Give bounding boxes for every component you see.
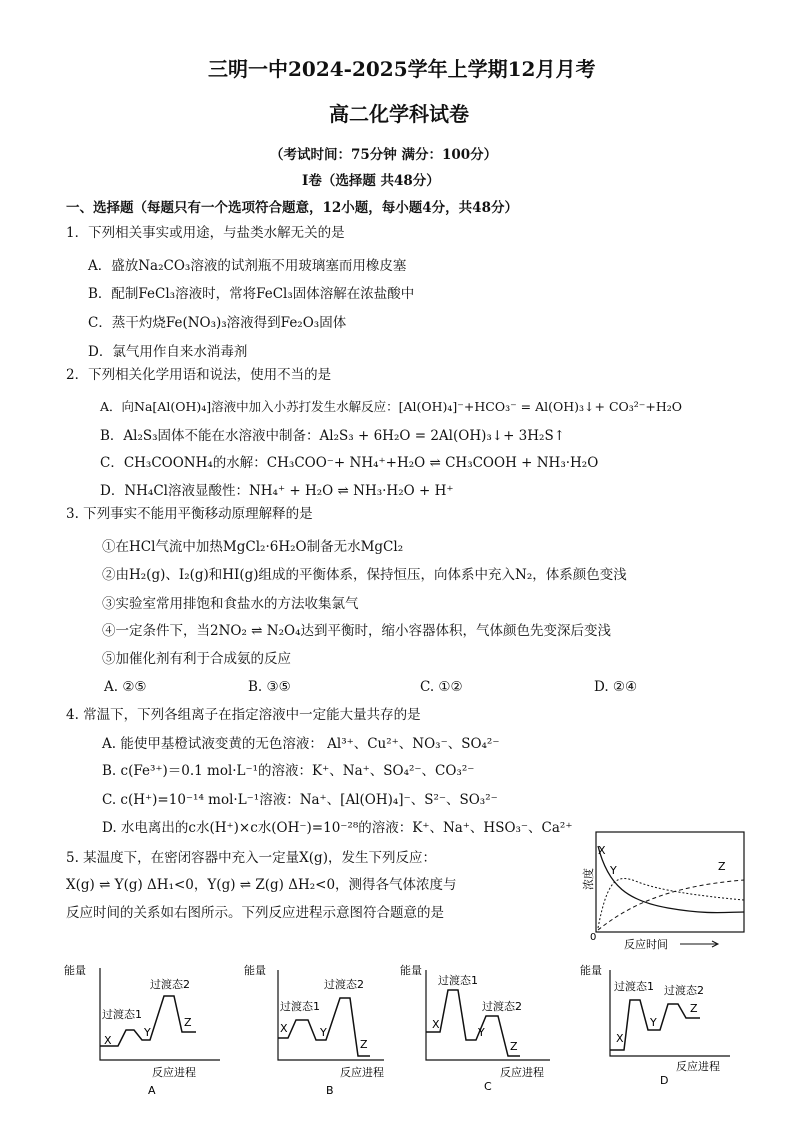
- diagram-label: 能量: [580, 964, 602, 977]
- q2-option-d: D．NH₄Cl溶液显酸性：NH₄⁺ + H₂O ⇌ NH₃·H₂O + H⁺: [100, 483, 454, 499]
- q3-option-c: C. ①②: [420, 679, 463, 695]
- exam-title: 三明一中2024-2025学年上学期12月月考: [208, 57, 596, 81]
- q1-option-b: B．配制FeCl₃溶液时，常将FeCl₃固体溶解在浓盐酸中: [88, 286, 415, 302]
- q4-option-c: C. c(H⁺)=10⁻¹⁴ mol·L⁻¹溶液：Na⁺、[Al(OH)₄]⁻、S²⁻、SO₃²⁻: [102, 792, 498, 808]
- diagram-label: 反应进程: [340, 1066, 384, 1079]
- conc-origin: 0: [590, 932, 597, 943]
- q4-stem: 4. 常温下，下列各组离子在指定溶液中一定能大量共存的是: [66, 707, 421, 723]
- exam-subject: 高二化学科试卷: [329, 102, 469, 126]
- curve-x: [598, 846, 744, 913]
- energy-diagram-d: [580, 960, 750, 1100]
- q4-option-d: D. 水电离出的c水(H⁺)×c水(OH⁻)=10⁻²⁸的溶液：K⁺、Na⁺、HSO₃⁻、Ca²⁺: [102, 820, 573, 836]
- q4-option-b: B. c(Fe³⁺)＝0.1 mol·L⁻¹的溶液：K⁺、Na⁺、SO₄²⁻、CO₃²⁻: [102, 763, 475, 779]
- diagram-label: X: [280, 1022, 288, 1035]
- label-y: Y: [610, 864, 617, 877]
- q3-stem: 3. 下列事实不能用平衡移动原理解释的是: [66, 506, 313, 522]
- section-title: 一、选择题（每题只有一个选项符合题意，12小题，每小题4分，共48分）: [66, 200, 518, 216]
- conc-ylabel: 浓度: [582, 868, 595, 890]
- energy-diagram-a: [64, 960, 234, 1100]
- diagram-label: 过渡态1: [438, 974, 478, 987]
- diagram-label: Y: [320, 1026, 327, 1039]
- q3-statement-2: ②由H₂(g)、I₂(g)和HI(g)组成的平衡体系，保持恒压，向体系中充入N₂，体系颜色变浅: [102, 567, 627, 583]
- diagram-label: Z: [690, 1002, 698, 1015]
- diagram-label: Z: [510, 1040, 518, 1053]
- q2-option-b: B．Al₂S₃固体不能在水溶液中制备：Al₂S₃ + 6H₂O = 2Al(OH)₃↓+ 3H₂S↑: [100, 428, 566, 444]
- q2-stem: 2．下列相关化学用语和说法，使用不当的是: [66, 367, 332, 383]
- diagram-label: 能量: [64, 964, 86, 977]
- label-x: X: [598, 844, 606, 857]
- diagram-label: 反应进程: [500, 1066, 544, 1079]
- q1-option-d: D．氯气用作自来水消毒剂: [88, 344, 248, 360]
- q4-option-a: A. 能使甲基橙试液变黄的无色溶液： Al³⁺、Cu²⁺、NO₃⁻、SO₄²⁻: [102, 736, 500, 752]
- diagram-label: X: [104, 1034, 112, 1047]
- diagram-label: C: [484, 1080, 492, 1093]
- diagram-label: X: [616, 1032, 624, 1045]
- q5-stem: 5. 某温度下，在密闭容器中充入一定量X(g)，发生下列反应：: [66, 850, 436, 866]
- diagram-label: 反应进程: [152, 1066, 196, 1079]
- q5-question-line: 反应时间的关系如右图所示。下列反应进程示意图符合题意的是: [66, 905, 444, 921]
- concentration-time-graph: [578, 826, 748, 954]
- diagram-label: Y: [650, 1016, 657, 1029]
- x-axis-arrow: [680, 941, 718, 947]
- q5-reaction-line: X(g) ⇌ Y(g) ΔH₁<0，Y(g) ⇌ Z(g) ΔH₂<0，测得各气体浓度与: [66, 877, 457, 893]
- energy-diagram-c: [400, 960, 570, 1100]
- diagram-label: 过渡态1: [280, 1000, 320, 1013]
- diagram-label: 反应进程: [676, 1060, 720, 1073]
- q1-stem: 1．下列相关事实或用途，与盐类水解无关的是: [66, 225, 345, 241]
- diagram-label: Z: [360, 1038, 368, 1051]
- diagram-label: A: [148, 1084, 156, 1097]
- diagram-label: 过渡态2: [664, 984, 704, 997]
- diagram-label: Z: [184, 1016, 192, 1029]
- diagram-label: B: [326, 1084, 334, 1097]
- diagram-label: 能量: [244, 964, 266, 977]
- q3-statement-3: ③实验室常用排饱和食盐水的方法收集氯气: [102, 596, 359, 612]
- q3-option-b: B. ③⑤: [248, 679, 291, 695]
- diagram-label: 过渡态1: [614, 980, 654, 993]
- q2-option-a: A．向Na[Al(OH)₄]溶液中加入小苏打发生水解反应：[Al(OH)₄]⁻+HCO₃⁻ = Al(OH)₃↓+ CO₃²⁻+H₂O: [100, 399, 683, 414]
- curve-y: [598, 878, 744, 928]
- diagram-label: 能量: [400, 964, 422, 977]
- q1-option-a: A．盛放Na₂CO₃溶液的试剂瓶不用玻璃塞而用橡皮塞: [88, 258, 407, 274]
- q3-statement-5: ⑤加催化剂有利于合成氨的反应: [102, 651, 291, 667]
- q3-statement-4: ④一定条件下，当2NO₂ ⇌ N₂O₄达到平衡时，缩小容器体积，气体颜色先变深后变浅: [102, 623, 611, 639]
- exam-info: （考试时间：75分钟 满分：100分）: [270, 147, 498, 163]
- diagram-label: 过渡态1: [102, 1008, 142, 1021]
- diagram-label: X: [432, 1018, 440, 1031]
- q1-option-c: C．蒸干灼烧Fe(NO₃)₃溶液得到Fe₂O₃固体: [88, 315, 347, 331]
- diagram-label: 过渡态2: [482, 1000, 522, 1013]
- energy-diagram-b: [244, 960, 404, 1100]
- q3-option-d: D. ②④: [594, 679, 638, 695]
- diagram-label: Y: [144, 1026, 151, 1039]
- part-title: Ⅰ卷（选择题 共48分）: [302, 173, 440, 189]
- q3-option-a: A. ②⑤: [104, 679, 147, 695]
- label-z: Z: [718, 860, 726, 873]
- diagram-label: Y: [478, 1026, 485, 1039]
- diagram-label: 过渡态2: [150, 978, 190, 991]
- q2-option-c: C．CH₃COONH₄的水解：CH₃COO⁻+ NH₄⁺+H₂O ⇌ CH₃COOH + NH₃·H₂O: [100, 455, 599, 471]
- q3-statement-1: ①在HCl气流中加热MgCl₂·6H₂O制备无水MgCl₂: [102, 539, 404, 555]
- diagram-label: 过渡态2: [324, 978, 364, 991]
- conc-xlabel: 反应时间: [624, 938, 668, 951]
- diagram-label: D: [660, 1074, 669, 1087]
